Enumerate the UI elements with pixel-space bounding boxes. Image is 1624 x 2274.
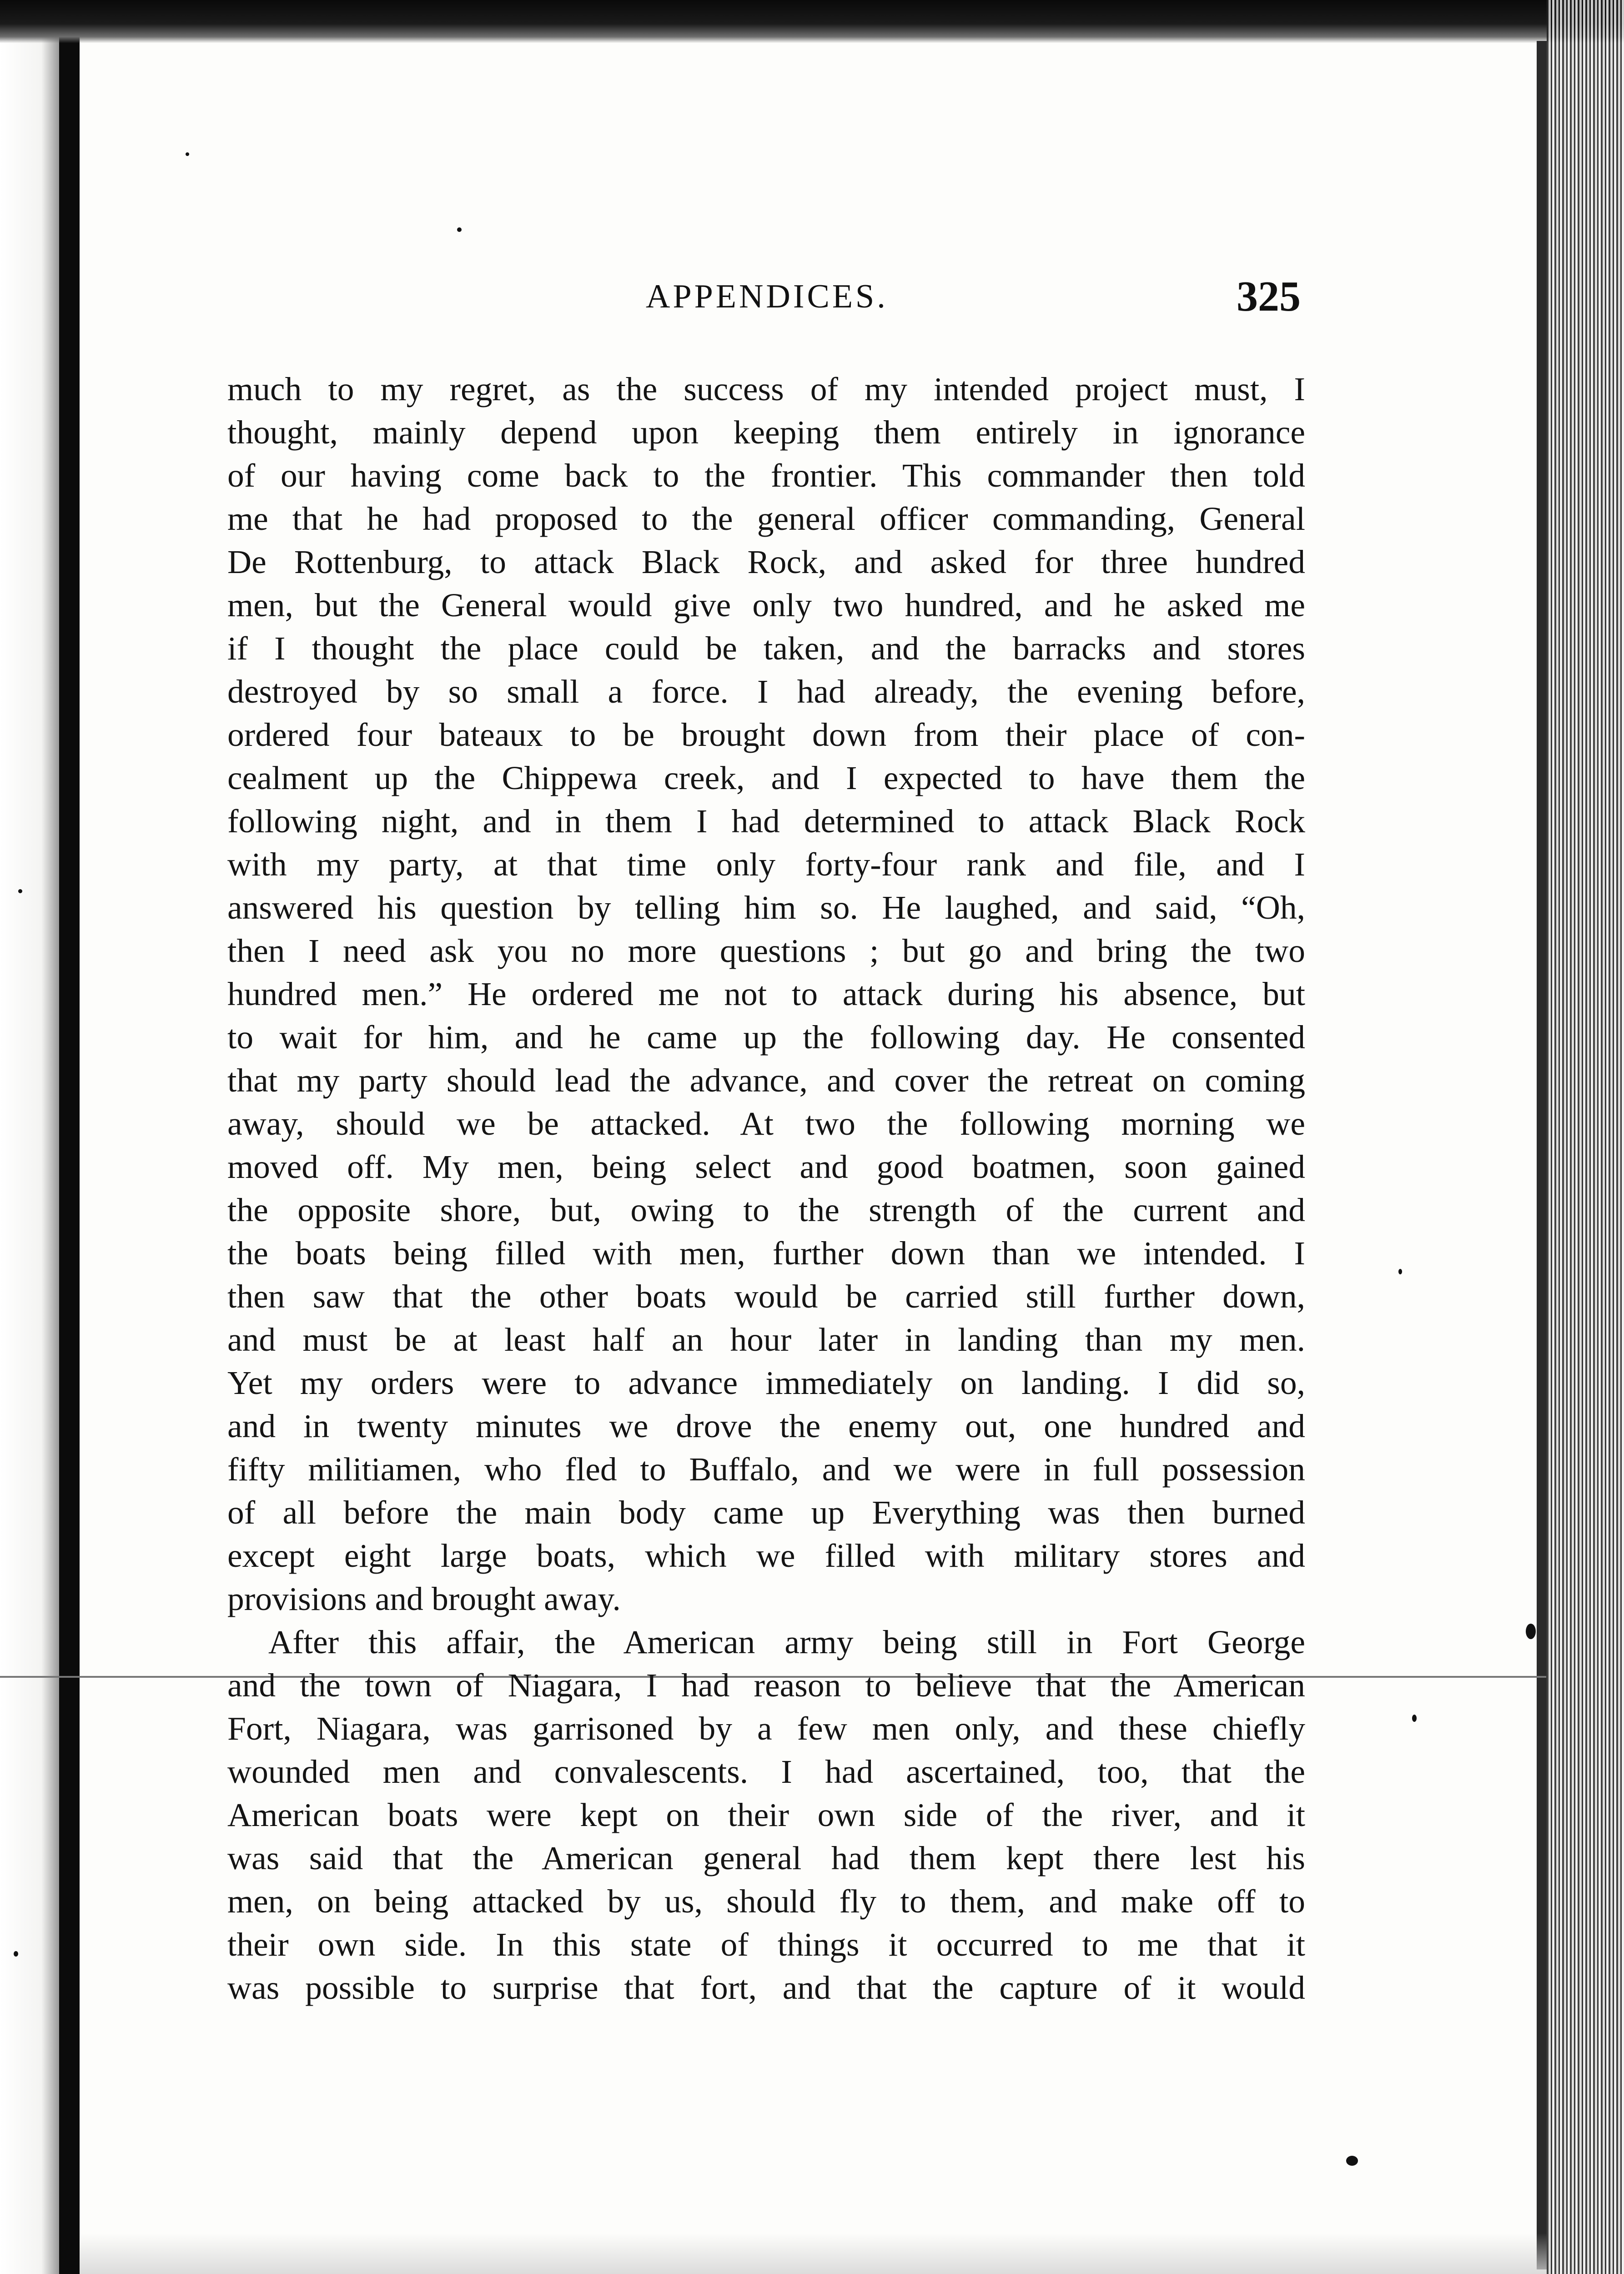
text-line: was said that the American general had them kept there lest his bbox=[227, 1840, 1305, 1877]
ink-speck bbox=[186, 152, 189, 156]
ink-speck bbox=[18, 889, 22, 893]
text-line: provisions and brought away. bbox=[227, 1580, 621, 1617]
book-binding-shadow bbox=[59, 27, 80, 2274]
text-line: answered his question by telling him so. He laughed, and said, “Oh, bbox=[227, 889, 1305, 926]
text-line: After this affair, the American army being still in Fort George bbox=[268, 1624, 1305, 1660]
text-line: much to my regret, as the success of my intended project must, I bbox=[227, 371, 1305, 408]
text-line: then saw that the other boats would be carried still further down, bbox=[227, 1278, 1305, 1315]
page-edge-stack bbox=[1547, 0, 1624, 2274]
text-line: was possible to surprise that fort, and that the capture of it would bbox=[227, 1969, 1305, 2006]
text-line: of our having come back to the frontier. This commander then told bbox=[227, 457, 1305, 494]
page-number: 325 bbox=[1237, 273, 1301, 320]
ink-speck bbox=[1398, 1269, 1402, 1274]
text-line: of all before the main body came up Everything was then burned bbox=[227, 1494, 1305, 1531]
text-line: destroyed by so small a force. I had already, the evening before, bbox=[227, 673, 1305, 710]
ink-speck bbox=[457, 227, 462, 232]
text-line: men, on being attacked by us, should fly to them, and make off to bbox=[227, 1883, 1305, 1920]
ink-speck bbox=[1412, 1715, 1417, 1722]
ink-speck bbox=[14, 1951, 18, 1957]
text-line: the opposite shore, but, owing to the strength of the current and bbox=[227, 1192, 1305, 1228]
body-text bbox=[227, 367, 1305, 2009]
text-line: if I thought the place could be taken, and the barracks and stores bbox=[227, 630, 1305, 667]
text-line: fifty militiamen, who fled to Buffalo, and we were in full possession bbox=[227, 1451, 1305, 1488]
text-line: me that he had proposed to the general officer commanding, General bbox=[227, 500, 1305, 537]
ink-speck bbox=[1526, 1624, 1536, 1639]
page-header bbox=[227, 273, 1301, 332]
text-line: that my party should lead the advance, and cover the retreat on coming bbox=[227, 1062, 1305, 1099]
text-line: thought, mainly depend upon keeping them entirely in ignorance bbox=[227, 414, 1305, 451]
page-left-margin bbox=[0, 0, 59, 2274]
text-line: and the town of Niagara, I had reason to believe that the American bbox=[227, 1667, 1305, 1704]
text-line: cealment up the Chippewa creek, and I expected to have them the bbox=[227, 760, 1305, 796]
text-line: to wait for him, and he came up the following day. He consented bbox=[227, 1019, 1305, 1056]
text-line: Fort, Niagara, was garrisoned by a few men only, and these chiefly bbox=[227, 1710, 1305, 1747]
right-border-shadow bbox=[1537, 41, 1547, 2269]
text-line: except eight large boats, which we filled with military stores and bbox=[227, 1537, 1305, 1574]
text-line: away, should we be attacked. At two the following morning we bbox=[227, 1105, 1305, 1142]
text-line: the boats being filled with men, further down than we intended. I bbox=[227, 1235, 1305, 1272]
text-line: and in twenty minutes we drove the enemy out, one hundred and bbox=[227, 1408, 1305, 1444]
text-line: then I need ask you no more questions ; but go and bring the two bbox=[227, 932, 1305, 969]
text-line: and must be at least half an hour later in landing than my men. bbox=[227, 1321, 1305, 1358]
running-head: APPENDICES. bbox=[646, 278, 888, 315]
bottom-scan-shadow bbox=[80, 2233, 1547, 2274]
text-line: ordered four bateaux to be brought down from their place of con- bbox=[227, 716, 1305, 753]
ink-speck bbox=[1346, 2156, 1358, 2166]
text-line: men, but the General would give only two hundred, and he asked me bbox=[227, 587, 1305, 624]
text-line: wounded men and convalescents. I had ascertained, too, that the bbox=[227, 1753, 1305, 1790]
text-line: De Rottenburg, to attack Black Rock, and asked for three hundred bbox=[227, 543, 1305, 580]
text-line: American boats were kept on their own side of the river, and it bbox=[227, 1796, 1305, 1833]
text-line: hundred men.” He ordered me not to attack during his absence, but bbox=[227, 976, 1305, 1012]
text-line: Yet my orders were to advance immediately on landing. I did so, bbox=[227, 1364, 1305, 1401]
text-line: their own side. In this state of things it occurred to me that it bbox=[227, 1926, 1305, 1963]
text-line: with my party, at that time only forty-four rank and file, and I bbox=[227, 846, 1305, 883]
text-line: moved off. My men, being select and good boatmen, soon gained bbox=[227, 1148, 1305, 1185]
text-line: following night, and in them I had determined to attack Black Rock bbox=[227, 803, 1305, 840]
top-scan-shadow bbox=[0, 0, 1624, 43]
